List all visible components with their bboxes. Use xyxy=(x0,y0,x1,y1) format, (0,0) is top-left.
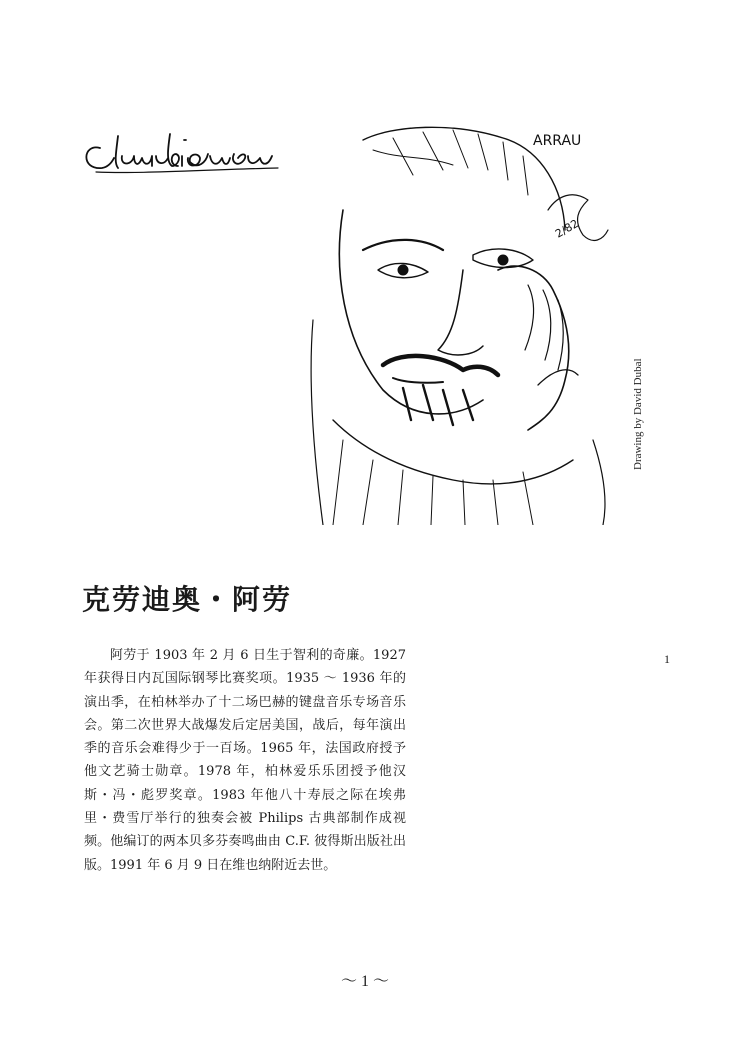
page-number: ～ 1 ～ xyxy=(340,973,389,990)
arrau-signature xyxy=(78,118,298,186)
portrait-date: 2/82 xyxy=(553,216,581,241)
drawing-credit: Drawing by David Dubal xyxy=(632,358,644,470)
biography-paragraph: 阿劳于 1903 年 2 月 6 日生于智利的奇廉。1927 年获得日内瓦国际钢琴比赛奖项。1935 ～ 1936 年的演出季，在柏林举办了十二场巴赫的键盘音乐专场音乐会。第二次世界大战爆发后定居美国，战后，每年演出季的音乐会难得少于一百场。1965 年，法国政府授予他文艺骑士勋章。1978 年，柏林爱乐乐团授予他汉斯・冯・彪罗奖章。1983 年他八十寿辰之际在埃弗里・费雪厅举行的独奏会被 Philips 古典部制作成视频。他编订的两本贝多芬奏鸣曲由 C.F. 彼得斯出版社出版。1991 年 6 月 9 日在维也纳附近去世。 xyxy=(84,648,406,873)
portrait-drawing xyxy=(303,120,633,525)
portrait-inscription: ARRAU xyxy=(533,133,582,149)
page-title: 克劳迪奥・阿劳 xyxy=(82,583,293,616)
marginal-number: 1 xyxy=(664,652,670,666)
